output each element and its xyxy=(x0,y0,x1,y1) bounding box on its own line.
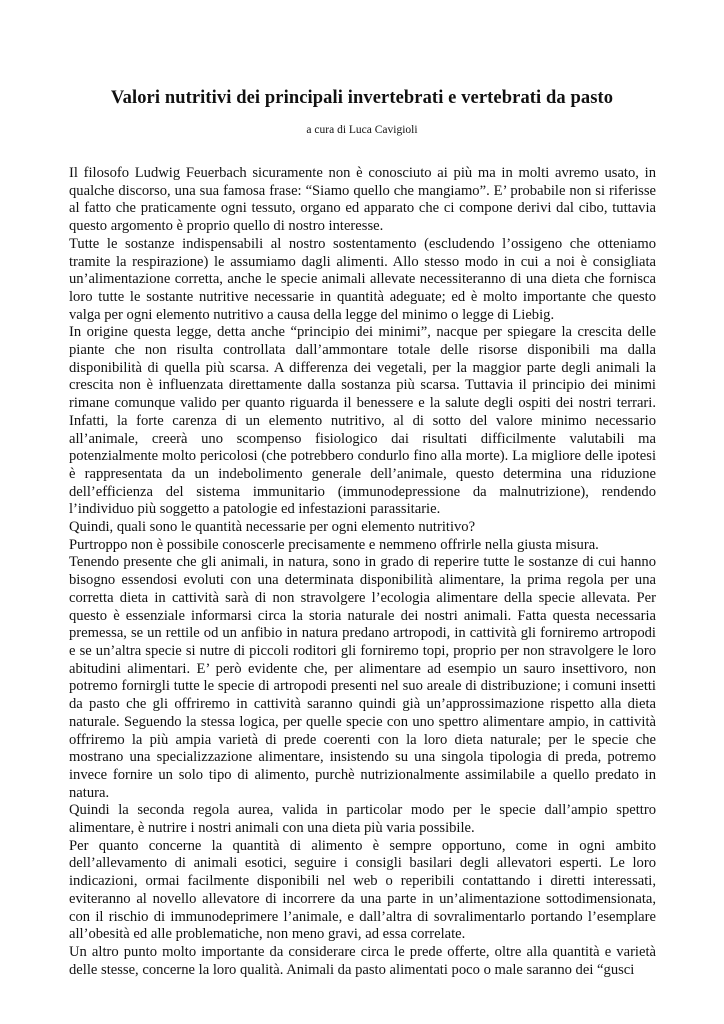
paragraph: Purtroppo non è possibile conoscerle precisamente e nemmeno offrirle nella giusta misura. xyxy=(69,536,599,553)
paragraph: Il filosofo Ludwig Feuerbach sicuramente non è conosciuto ai più ma in molti avremo usato, in qualche discorso, una sua famosa frase: “Siamo quello che mangiamo”. E’ probabile non si riferisse al fatto che praticamente ogni tessuto, organo ed apparato che ci compone derivi dal cibo, tuttavia questo argomento è proprio quello di nostro interesse. xyxy=(69,165,656,235)
paragraph: Quindi, quali sono le quantità necessarie per ogni elemento nutritivo? xyxy=(69,519,476,536)
paragraph: Per quanto concerne la quantità di alimento è sempre opportuno, come in ogni ambito dell’allevamento di animali esotici, seguire i consigli basilari degli allevatori esperti. Le loro indicazioni, ormai facilmente disponibili nel web o reperibili contattando i diretti interessati, eviteranno al novello allevatore di incorrere da una parte in un’alimentazione sottodimensionata, con il rischio di immunodeprimere l’animale, e dall’altra di sovralimentarlo portando l’esemplare all’obesità ed alle problematiche, non meno gravi, ad essa correlate. xyxy=(69,837,656,943)
paragraph: Tutte le sostanze indispensabili al nostro sostentamento (escludendo l’ossigeno che otteniamo tramite la respirazione) le assumiamo dagli alimenti. Allo stesso modo in cui a noi è consigliata un’alimentazione corretta, anche le specie animali allevate necessiteranno di una dieta che fornisca loro tutte le sostante nutritive necessarie in quantità adeguate; ed è molto importante che questo valga per ogni elemento nutritivo a causa della legge del minimo o legge di Liebig. xyxy=(69,235,656,323)
page-title: Valori nutritivi dei principali invertebrati e vertebrati da pasto xyxy=(110,88,614,108)
paragraph: Un altro punto molto importante da considerare circa le prede offerte, oltre alla quantità e varietà delle stesse, concerne la loro qualità. Animali da pasto alimentati poco o male saranno dei “gusci xyxy=(69,943,656,978)
paragraph: In origine questa legge, detta anche “principio dei minimi”, nacque per spiegare la crescita delle piante che non risulta controllata dall’ammontare totale delle risorse disponibili ma dalla disponibilità di quella più scarsa. A differenza dei vegetali, per la maggior parte degli animali la crescita non è influenzata direttamente dalla sostanza più scarsa. Tuttavia il principio dei minimi rimane comunque valido per quanto riguarda il benessere e la salute degli ospiti dei nostri terrari. Infatti, la forte carenza di un elemento nutritivo, al di sotto del valore minimo necessario all’animale, creerà uno scompenso fisiologico dai risultati difficilmente valutabili ma potenzialmente molto pericolosi (che potrebbero condurlo fino alla morte). La migliore delle ipotesi è rappresentata da un indebolimento generale dell’animale, questo determina una riduzione dell’efficienza del sistema immunitario (immunodepressione da malnutrizione), rendendo l’individuo più soggetto a patologie ed infestazioni parassitarie. xyxy=(69,324,656,518)
paragraph: Tenendo presente che gli animali, in natura, sono in grado di reperire tutte le sostanze di cui hanno bisogno essendosi evoluti con una determinata disponibilità alimentare, la prima regola per una corretta dieta in cattività sarà di non stravolgere l’ecologia alimentare della specie allevata. Per questo è essenziale informarsi circa la storia naturale dei nostri animali. Fatta questa necessaria premessa, se un rettile od un anfibio in natura predano artropodi, in cattività gli forniremo artropodi e se un’altra specie si nutre di piccoli roditori gli forniremo topi, proprio per non stravolgere le loro abitudini alimentari. E’ però evidente che, per alimentare ad esempio un sauro insettivoro, non potremo fornirgli tutte le specie di artropodi presenti nel suo areale di distribuzione; i comuni insetti da pasto che gli offriremo in cattività saranno quindi già un’approssimazione rispetto alla dieta naturale. Seguendo la stessa logica, per quelle specie con uno spettro alimentare ampio, in cattività offriremo la più ampia varietà di prede coerenti con la loro dieta naturale; per le specie che mostrano una specializzazione alimentare, insistendo su una singola tipologia di preda, potremo invece fornire un solo tipo di alimento, purchè nutrizionalmente assimilabile a quello predato in natura. xyxy=(69,554,656,801)
body-text xyxy=(69,165,656,979)
paragraph: Quindi la seconda regola aurea, valida in particolar modo per le specie dall’ampio spettro alimentare, è nutrire i nostri animali con una dieta più varia possibile. xyxy=(69,802,656,837)
author-credit: a cura di Luca Cavigioli xyxy=(306,124,418,136)
